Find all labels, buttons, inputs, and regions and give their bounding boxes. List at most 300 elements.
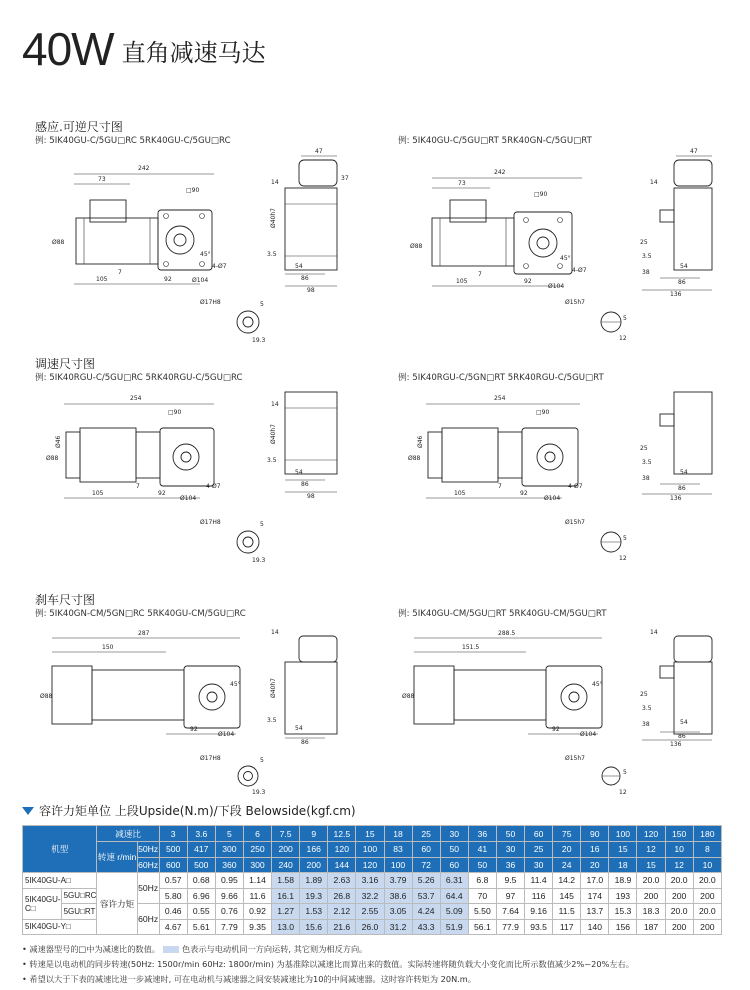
svg-text:Ø104: Ø104 xyxy=(580,731,597,738)
torque-cell: 15.3 xyxy=(609,904,637,920)
svg-text:14: 14 xyxy=(271,629,279,636)
svg-text:136: 136 xyxy=(670,495,682,502)
svg-text:Ø104: Ø104 xyxy=(218,731,235,738)
speed-cell: 50 xyxy=(468,857,496,873)
speed-cell: 30 xyxy=(525,857,553,873)
torque-hz50-label: 50Hz xyxy=(137,873,159,904)
hz50-label: 50Hz xyxy=(137,842,159,858)
svg-text:3.5: 3.5 xyxy=(642,459,652,466)
section-title-induction: 感应.可逆尺寸图 xyxy=(35,120,123,134)
svg-text:5: 5 xyxy=(623,535,627,542)
svg-text:105: 105 xyxy=(96,276,108,283)
speed-cell: 500 xyxy=(187,857,215,873)
speed-cell: 18 xyxy=(609,857,637,873)
gear-rc-label: 5GU□RC xyxy=(61,888,97,904)
hz60-label: 60Hz xyxy=(137,857,159,873)
svg-text:45°: 45° xyxy=(560,255,571,262)
torque-cell: 97 xyxy=(496,888,524,904)
ratio-cell: 25 xyxy=(412,826,440,842)
torque-cell: 51.9 xyxy=(440,919,468,935)
drawing-rt-brake-shaft xyxy=(565,752,645,797)
torque-label: 容许力矩 xyxy=(97,873,137,935)
svg-text:□90: □90 xyxy=(168,409,182,416)
speed-cell: 120 xyxy=(356,857,384,873)
torque-cell: 0.92 xyxy=(243,904,271,920)
svg-text:288.5: 288.5 xyxy=(498,630,516,637)
svg-text:7: 7 xyxy=(118,269,122,276)
svg-text:4-Ø7: 4-Ø7 xyxy=(206,483,221,490)
model-y-label: 5IK40GU-Y□ xyxy=(23,919,97,935)
speed-cell: 250 xyxy=(243,842,271,858)
svg-text:86: 86 xyxy=(301,481,309,488)
ratio-cell: 12.5 xyxy=(328,826,356,842)
drawing-rt-brake-side xyxy=(630,626,725,746)
drawing-rc-induction-side xyxy=(263,148,358,293)
speed-cell: 25 xyxy=(525,842,553,858)
section-example-left: 例: 5IK40RGU-C/5GU□RC 5RK40RGU-C/5GU□RC xyxy=(35,373,243,383)
torque-cell: 20.0 xyxy=(665,873,693,889)
svg-text:3.5: 3.5 xyxy=(642,253,652,260)
torque50-up-row xyxy=(23,873,722,889)
svg-text:54: 54 xyxy=(680,469,688,476)
svg-text:□90: □90 xyxy=(536,409,550,416)
torque-cell: 56.1 xyxy=(468,919,496,935)
speed-cell: 15 xyxy=(609,842,637,858)
speed-cell: 8 xyxy=(693,842,721,858)
torque-cell: 32.2 xyxy=(356,888,384,904)
section-title-brake: 刹车尺寸图 xyxy=(35,593,96,607)
svg-text:92: 92 xyxy=(158,490,166,497)
torque-cell: 11.5 xyxy=(553,904,581,920)
torque-cell: 0.95 xyxy=(215,873,243,889)
svg-text:19.3: 19.3 xyxy=(252,557,266,564)
torque-cell: 3.05 xyxy=(384,904,412,920)
ratio-cell: 18 xyxy=(384,826,412,842)
drawing-rc-induction xyxy=(40,160,265,295)
drawing-rc-speed-side xyxy=(263,384,358,504)
speed-cell: 240 xyxy=(272,857,300,873)
speed-cell: 15 xyxy=(637,857,665,873)
torque-cell: 26.8 xyxy=(328,888,356,904)
torque-table-title-text: 容许力矩单位 上段Upside(N.m)/下段 Belowside(kgf.cm) xyxy=(39,804,356,818)
torque-cell: 43.3 xyxy=(412,919,440,935)
speed-cell: 20 xyxy=(581,857,609,873)
torque-cell: 7.64 xyxy=(496,904,524,920)
model-header: 机型 xyxy=(23,826,97,873)
speed-cell: 300 xyxy=(243,857,271,873)
torque-cell: 5.26 xyxy=(412,873,440,889)
torque-cell: 6.8 xyxy=(468,873,496,889)
svg-text:Ø17H8: Ø17H8 xyxy=(200,755,221,762)
section-example-right: 例: 5IK40GU-C/5GU□RT 5RK40GN-C/5GU□RT xyxy=(398,136,592,146)
svg-text:54: 54 xyxy=(295,725,303,732)
svg-text:Ø104: Ø104 xyxy=(548,283,565,290)
svg-text:86: 86 xyxy=(301,275,309,282)
svg-text:7: 7 xyxy=(498,483,502,490)
svg-text:3.5: 3.5 xyxy=(267,457,277,464)
torque-hz60-label: 60Hz xyxy=(137,904,159,935)
speed-cell: 166 xyxy=(300,842,328,858)
svg-text:Ø40h7: Ø40h7 xyxy=(270,678,277,698)
ratio-cell: 50 xyxy=(496,826,524,842)
svg-text:25: 25 xyxy=(640,691,648,698)
torque-cell: 5.09 xyxy=(440,904,468,920)
torque-cell: 0.68 xyxy=(187,873,215,889)
drawing-rt-speed-shaft xyxy=(565,516,645,566)
svg-text:136: 136 xyxy=(670,741,682,746)
ratio-cell: 6 xyxy=(243,826,271,842)
speed-cell: 12 xyxy=(637,842,665,858)
speed-cell: 100 xyxy=(384,857,412,873)
torque-cell: 0.55 xyxy=(187,904,215,920)
speed-cell: 50 xyxy=(440,842,468,858)
svg-text:Ø88: Ø88 xyxy=(46,455,59,462)
torque-cell: 200 xyxy=(693,919,721,935)
svg-text:5: 5 xyxy=(260,301,264,308)
svg-text:4-Ø7: 4-Ø7 xyxy=(568,483,583,490)
torque-cell: 53.7 xyxy=(412,888,440,904)
svg-text:12: 12 xyxy=(619,335,627,342)
torque-cell: 9.35 xyxy=(243,919,271,935)
torque-cell: 18.9 xyxy=(609,873,637,889)
torque-cell: 7.79 xyxy=(215,919,243,935)
svg-text:12: 12 xyxy=(619,789,627,796)
torque-cell: 1.53 xyxy=(300,904,328,920)
torque-cell: 3.16 xyxy=(356,873,384,889)
svg-text:4-Ø7: 4-Ø7 xyxy=(212,263,227,270)
svg-text:54: 54 xyxy=(295,263,303,270)
ratio-cell: 120 xyxy=(637,826,665,842)
torque-cell: 4.24 xyxy=(412,904,440,920)
speed50-row xyxy=(23,842,722,858)
svg-text:105: 105 xyxy=(92,490,104,497)
svg-text:47: 47 xyxy=(690,148,698,155)
speed-cell: 10 xyxy=(693,857,721,873)
svg-text:5: 5 xyxy=(623,769,627,776)
ratio-cell: 3 xyxy=(159,826,187,842)
drawing-rc-speed-shaft xyxy=(200,516,280,566)
svg-text:86: 86 xyxy=(301,739,309,746)
svg-text:25: 25 xyxy=(640,445,648,452)
svg-text:287: 287 xyxy=(138,630,150,637)
svg-text:5: 5 xyxy=(260,757,264,764)
torque-cell: 20.0 xyxy=(693,873,721,889)
torque-cell: 4.67 xyxy=(159,919,187,935)
speed-cell: 500 xyxy=(159,842,187,858)
svg-text:14: 14 xyxy=(271,401,279,408)
note-2: • 转速是以电动机的同步转速(50Hz: 1500r/min 60Hz: 1800r/min) 为基准除以减速比而算出来的数值。实际转速将随负载大小变化而比所示数值减少2%~20%左右。 xyxy=(22,959,634,969)
svg-text:19.3: 19.3 xyxy=(252,789,266,796)
drawing-rc-brake-side xyxy=(263,626,358,746)
torque-cell: 31.2 xyxy=(384,919,412,935)
svg-text:86: 86 xyxy=(678,733,686,740)
ratio-cell: 15 xyxy=(356,826,384,842)
torque-cell: 5.61 xyxy=(187,919,215,935)
torque-cell: 1.89 xyxy=(300,873,328,889)
torque-cell: 5.80 xyxy=(159,888,187,904)
torque-cell: 20.0 xyxy=(665,904,693,920)
torque-cell: 156 xyxy=(609,919,637,935)
svg-text:Ø104: Ø104 xyxy=(544,495,561,502)
speed-cell: 60 xyxy=(440,857,468,873)
torque-cell: 13.7 xyxy=(581,904,609,920)
torque-cell: 1.58 xyxy=(272,873,300,889)
svg-text:25: 25 xyxy=(640,239,648,246)
torque-cell: 20.0 xyxy=(693,904,721,920)
svg-text:45°: 45° xyxy=(592,681,603,688)
torque-cell: 70 xyxy=(468,888,496,904)
svg-text:150: 150 xyxy=(102,644,114,651)
torque-cell: 13.0 xyxy=(272,919,300,935)
svg-text:54: 54 xyxy=(680,263,688,270)
torque-cell: 6.96 xyxy=(187,888,215,904)
ratio-cell: 150 xyxy=(665,826,693,842)
svg-text:Ø40h7: Ø40h7 xyxy=(270,208,277,228)
drawing-rt-speed-side xyxy=(630,384,725,504)
ratio-cell: 60 xyxy=(525,826,553,842)
svg-text:Ø88: Ø88 xyxy=(52,239,65,246)
svg-text:54: 54 xyxy=(680,719,688,726)
drawing-rc-brake xyxy=(40,630,265,745)
ratio-row xyxy=(23,826,722,842)
ratio-cell: 100 xyxy=(609,826,637,842)
torque-cell: 18.3 xyxy=(637,904,665,920)
svg-text:3.5: 3.5 xyxy=(642,705,652,712)
ratio-header: 减速比 xyxy=(97,826,159,842)
torque-cell: 3.79 xyxy=(384,873,412,889)
drawing-rc-speed xyxy=(40,392,265,512)
speed-cell: 30 xyxy=(496,842,524,858)
torque-cell: 15.6 xyxy=(300,919,328,935)
torque-cell: 1.14 xyxy=(243,873,271,889)
svg-text:Ø15h7: Ø15h7 xyxy=(565,299,585,306)
title-name: 直角减速马达 xyxy=(121,39,266,67)
speed-cell: 41 xyxy=(468,842,496,858)
title-power: 40W xyxy=(22,23,114,75)
speed-cell: 16 xyxy=(581,842,609,858)
speed-cell: 83 xyxy=(384,842,412,858)
svg-text:12: 12 xyxy=(619,555,627,562)
drawing-rt-speed xyxy=(402,392,622,512)
shade-swatch xyxy=(163,946,179,953)
speed-cell: 24 xyxy=(553,857,581,873)
svg-text:86: 86 xyxy=(678,279,686,286)
torque-cell: 117 xyxy=(553,919,581,935)
speed-cell: 20 xyxy=(553,842,581,858)
svg-text:Ø40h7: Ø40h7 xyxy=(270,424,277,444)
speed-cell: 144 xyxy=(328,857,356,873)
torque-cell: 193 xyxy=(609,888,637,904)
torque-cell: 200 xyxy=(665,919,693,935)
ratio-cell: 90 xyxy=(581,826,609,842)
svg-text:98: 98 xyxy=(307,493,315,500)
ratio-cell: 9 xyxy=(300,826,328,842)
svg-text:45°: 45° xyxy=(200,251,211,258)
section-title-speed: 调速尺寸图 xyxy=(35,357,96,371)
svg-text:5: 5 xyxy=(260,521,264,528)
svg-text:Ø46: Ø46 xyxy=(417,435,424,448)
ratio-cell: 5 xyxy=(215,826,243,842)
svg-text:254: 254 xyxy=(494,395,506,402)
torque-cell: 26.0 xyxy=(356,919,384,935)
torque-cell: 64.4 xyxy=(440,888,468,904)
speed-cell: 120 xyxy=(328,842,356,858)
svg-text:Ø88: Ø88 xyxy=(402,693,415,700)
torque-cell: 38.6 xyxy=(384,888,412,904)
svg-text:242: 242 xyxy=(138,165,150,172)
speed-cell: 200 xyxy=(272,842,300,858)
triangle-marker-icon xyxy=(22,807,34,815)
svg-text:47: 47 xyxy=(315,148,323,155)
section-example-left: 例: 5IK40GN-CM/5GN□RC 5RK40GU-CM/5GU□RC xyxy=(35,609,246,619)
svg-text:Ø104: Ø104 xyxy=(192,277,209,284)
svg-text:45°: 45° xyxy=(230,681,241,688)
torque-cell: 200 xyxy=(693,888,721,904)
torque-cell: 200 xyxy=(637,888,665,904)
torque-cell: 2.12 xyxy=(328,904,356,920)
speed-cell: 12 xyxy=(665,857,693,873)
torque-cell: 2.63 xyxy=(328,873,356,889)
torque-cell: 0.57 xyxy=(159,873,187,889)
gear-rt-label: 5GU□RT xyxy=(61,904,97,920)
speed-cell: 60 xyxy=(412,842,440,858)
drawing-rt-shaft-section xyxy=(565,296,645,346)
torque-cell: 5.50 xyxy=(468,904,496,920)
speed-cell: 200 xyxy=(300,857,328,873)
ratio-cell: 180 xyxy=(693,826,721,842)
torque-cell: 116 xyxy=(525,888,553,904)
svg-text:3.5: 3.5 xyxy=(267,251,277,258)
svg-text:Ø88: Ø88 xyxy=(410,243,423,250)
speed-cell: 36 xyxy=(496,857,524,873)
ratio-cell: 3.6 xyxy=(187,826,215,842)
torque-table xyxy=(22,825,722,935)
ratio-cell: 30 xyxy=(440,826,468,842)
model-c-label: 5IK40GU-C□ xyxy=(23,888,62,919)
torque-cell: 9.16 xyxy=(525,904,553,920)
torque-cell: 200 xyxy=(665,888,693,904)
svg-text:5: 5 xyxy=(623,315,627,322)
speed-header: 转速 r/min xyxy=(97,842,137,873)
svg-text:4-Ø7: 4-Ø7 xyxy=(572,267,587,274)
torque-cell: 0.46 xyxy=(159,904,187,920)
drawing-rc-shaft-section xyxy=(200,296,280,346)
svg-text:254: 254 xyxy=(130,395,142,402)
svg-text:19.3: 19.3 xyxy=(252,337,266,344)
torque-cell: 16.1 xyxy=(272,888,300,904)
svg-text:Ø88: Ø88 xyxy=(40,693,53,700)
svg-text:73: 73 xyxy=(458,180,466,187)
drawing-rt-induction xyxy=(402,168,622,298)
svg-text:92: 92 xyxy=(164,276,172,283)
svg-text:Ø46: Ø46 xyxy=(55,435,62,448)
ratio-cell: 36 xyxy=(468,826,496,842)
svg-text:151.5: 151.5 xyxy=(462,644,480,651)
svg-text:14: 14 xyxy=(271,179,279,186)
torque-cell: 9.66 xyxy=(215,888,243,904)
ratio-cell: 7.5 xyxy=(272,826,300,842)
svg-text:Ø104: Ø104 xyxy=(180,495,197,502)
notes xyxy=(22,942,634,987)
speed-cell: 300 xyxy=(215,842,243,858)
svg-text:92: 92 xyxy=(520,490,528,497)
svg-text:□90: □90 xyxy=(186,187,200,194)
torque-cell: 93.5 xyxy=(525,919,553,935)
svg-text:92: 92 xyxy=(552,726,560,733)
section-example-right: 例: 5IK40RGU-C/5GN□RT 5RK40RGU-C/5GU□RT xyxy=(398,373,604,383)
torque-cell: 6.31 xyxy=(440,873,468,889)
model-a-label: 5IK40GU-A□ xyxy=(23,873,97,889)
page-title xyxy=(22,23,266,75)
torque-cell: 0.76 xyxy=(215,904,243,920)
svg-text:54: 54 xyxy=(295,469,303,476)
speed-cell: 600 xyxy=(159,857,187,873)
svg-text:38: 38 xyxy=(642,269,650,276)
svg-text:Ø15h7: Ø15h7 xyxy=(565,755,585,762)
svg-text:14: 14 xyxy=(650,629,658,636)
drawing-rc-brake-shaft xyxy=(200,752,280,797)
svg-text:□90: □90 xyxy=(534,191,548,198)
drawing-rt-induction-side xyxy=(630,148,725,298)
svg-text:37: 37 xyxy=(341,175,349,182)
torque-cell: 187 xyxy=(637,919,665,935)
svg-text:86: 86 xyxy=(678,485,686,492)
torque-cell: 11.4 xyxy=(525,873,553,889)
note-1: • 减速器型号的□中为减速比的数值。 色表示与电动机同一方向运转, 其它则为相反方向。 xyxy=(22,944,368,954)
speed-cell: 417 xyxy=(187,842,215,858)
torque-cell: 17.0 xyxy=(581,873,609,889)
torque-cell: 19.3 xyxy=(300,888,328,904)
speed-cell: 72 xyxy=(412,857,440,873)
svg-text:92: 92 xyxy=(524,278,532,285)
svg-text:73: 73 xyxy=(98,176,106,183)
svg-text:7: 7 xyxy=(478,271,482,278)
torque-cell: 14.2 xyxy=(553,873,581,889)
note-3: • 希望以大于下表的减速比进一步减速时, 可在电动机与减速器之间安装减速比为10的中间减速器。这时容许转矩为 20N.m。 xyxy=(22,974,476,984)
torque-cell: 77.9 xyxy=(496,919,524,935)
svg-text:38: 38 xyxy=(642,721,650,728)
torque-cell: 140 xyxy=(581,919,609,935)
speed-cell: 100 xyxy=(356,842,384,858)
torque-cell: 9.5 xyxy=(496,873,524,889)
svg-text:Ø17H8: Ø17H8 xyxy=(200,299,221,306)
torque-cell: 1.27 xyxy=(272,904,300,920)
speed-cell: 360 xyxy=(215,857,243,873)
svg-text:38: 38 xyxy=(642,475,650,482)
section-example-left: 例: 5IK40GU-C/5GU□RC 5RK40GU-C/5GU□RC xyxy=(35,136,231,146)
section-example-right: 例: 5IK40GU-CM/5GU□RT 5RK40GU-CM/5GU□RT xyxy=(398,609,607,619)
svg-text:136: 136 xyxy=(670,291,682,298)
svg-text:242: 242 xyxy=(494,169,506,176)
torque-cell: 11.6 xyxy=(243,888,271,904)
svg-text:98: 98 xyxy=(307,287,315,293)
drawing-rt-brake xyxy=(402,630,622,745)
ratio-cell: 75 xyxy=(553,826,581,842)
svg-text:Ø15h7: Ø15h7 xyxy=(565,519,585,526)
svg-text:Ø88: Ø88 xyxy=(408,455,421,462)
svg-text:92: 92 xyxy=(190,726,198,733)
svg-text:3.5: 3.5 xyxy=(267,717,277,724)
torque-table-title xyxy=(22,802,356,819)
torque-cell: 2.55 xyxy=(356,904,384,920)
speed-cell: 10 xyxy=(665,842,693,858)
svg-text:7: 7 xyxy=(136,483,140,490)
svg-text:105: 105 xyxy=(454,490,466,497)
svg-text:14: 14 xyxy=(650,179,658,186)
torque-cell: 21.6 xyxy=(328,919,356,935)
torque-cell: 20.0 xyxy=(637,873,665,889)
torque-cell: 145 xyxy=(553,888,581,904)
